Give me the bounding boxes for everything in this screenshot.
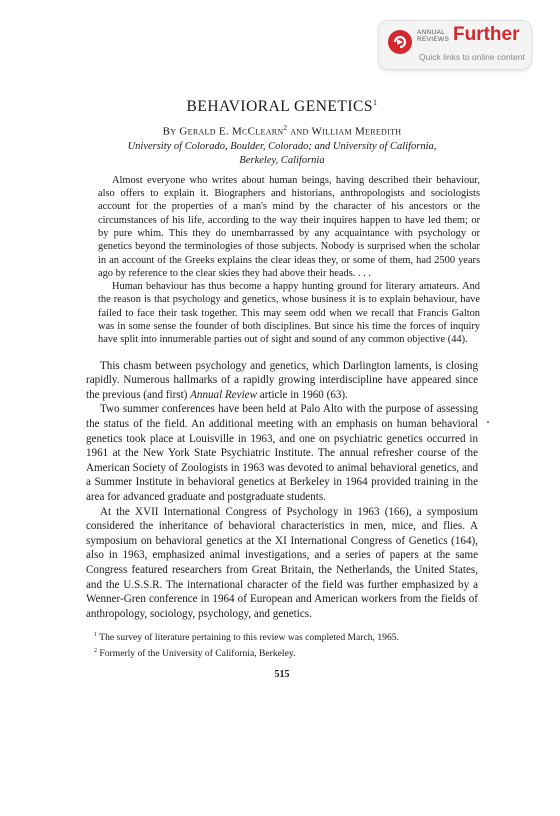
epigraph-paragraph: Almost everyone who writes about human beings, having described their behaviour, also offers to explain it. Biographers and historians, anthropologists and sociologists account for the properties of a man's mind by the character of his ancestors or the circumstances of his life, according to the way their inquires happen to have led them; or by pure whim. This they do unembarrassed by any acquaintance with psychology or genetics beyond the terminologies of those subjects. Nobody is surprised when the scholar in an account of the Greeks explains the clear ideas they, or some of them, had 2500 years ago by reference to the clear skies they had above their heads. . . . xyxy=(98,174,480,279)
footnotes xyxy=(86,629,478,659)
article-body xyxy=(86,359,478,622)
article-title: BEHAVIORAL GENETICS$^1$ xyxy=(186,98,378,116)
epigraph-quote xyxy=(98,174,480,347)
author-line: By Gerald E. McClearn$^2$ and William Meredith xyxy=(162,124,402,138)
journal-name: Annual Review xyxy=(190,388,257,401)
annual-reviews-logo-icon xyxy=(388,30,412,54)
badge-tagline: Quick links to online content xyxy=(419,52,525,62)
page-number: 515 xyxy=(274,668,290,680)
author-2: William Meredith xyxy=(311,125,402,138)
author-1: By Gerald E. McClearn xyxy=(162,125,284,138)
affiliation: University of Colorado, Boulder, Colorado; and University of California, Berkeley, California xyxy=(127,140,437,166)
footnote: $^1$ The survey of literature pertaining to this review was completed March, 1965. xyxy=(94,632,399,644)
author-1-footnote-mark: 2 xyxy=(283,124,288,133)
article-page xyxy=(86,98,478,680)
epigraph-paragraph: Human behaviour has thus become a happy hunting ground for literary amateurs. And the reason is that psychology and genetics, whose business it is to explain behaviour, have failed to face their task together. This may seem odd when we recall that Francis Galton was in some sense the founder of both disciplines. But since his time the forces of inquiry have split into innumerable parties out of sight and sound of any common objective (44). xyxy=(98,281,480,346)
badge-brand: Further xyxy=(453,24,520,45)
body-paragraph: Two summer conferences have been held at Palo Alto with the purpose of assessing the status of the field. An additional meeting with an emphasis on human behavioral genetics took place at Louisville in 1963, and one on psychiatric genetics occurred in 1961 at the New York State Psychiatric Institute. The annual refresher course of the American Society of Zoologists in 1963 was devoted to animal behavioral genetics, and a Summer Institute in behavioral genetics at Berkeley in 1964 provided training in the area for advanced graduate and postgraduate students. xyxy=(86,403,478,504)
stray-mark xyxy=(487,421,489,423)
body-paragraph: This chasm between psychology and genetics, which Darlington laments, is closing rapidly. Numerous hallmarks of a rapidly growing interdiscipline have appeared since the previous (and first) Annual Review article in 1960 (63). xyxy=(86,359,478,401)
body-paragraph: At the XVII International Congress of Psychology in 1963 (166), a symposium considered the inheritance of behavioral characteristics in men, mice, and flies. A symposium on behavioral genetics at the XI International Congress of Genetics (164), also in 1963, emphasized animal investigations, and a series of papers at the same Congress featured researchers from Great Britain, the Netherlands, the United States, and the U.S.S.R. The international character of the field was further emphasized by a Wenner-Gren conference in 1964 of European and American workers from the fields of anthropology, sociology, psychology, and genetics. xyxy=(86,505,478,620)
title-footnote-mark: 1 xyxy=(372,98,378,107)
footnote: $^2$ Formerly of the University of California, Berkeley. xyxy=(94,647,296,659)
badge-series-name: ANNUAL REVIEWS xyxy=(417,29,450,43)
annual-reviews-further-badge[interactable] xyxy=(378,20,532,70)
